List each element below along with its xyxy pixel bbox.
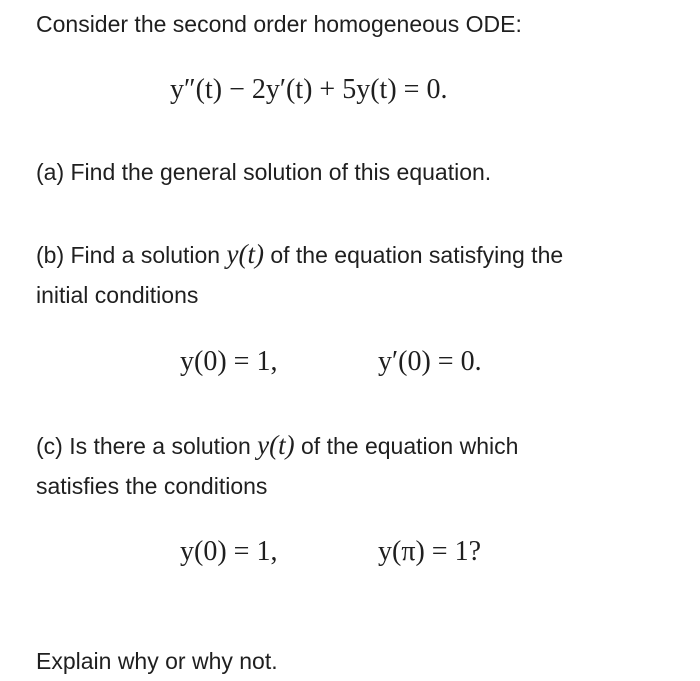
closing-text: Explain why or why not. [36, 648, 278, 674]
part-b-inline-math: y(t) [226, 239, 264, 269]
part-b-text-start: (b) Find a solution [36, 242, 227, 268]
ode-equation: y″(t) − 2y′(t) + 5y(t) = 0. [170, 74, 448, 105]
part-b-condition-1: y(0) = 1, [180, 346, 278, 377]
part-b-text-end: of the equation satisfying the [263, 242, 564, 268]
part-c-text-start: (c) Is there a solution [36, 433, 258, 459]
part-c-line-2: satisfies the conditions [36, 473, 268, 499]
part-b-condition-2: y′(0) = 0. [378, 346, 482, 377]
part-b-line-2: initial conditions [36, 282, 199, 308]
part-c-condition-1: y(0) = 1, [180, 536, 278, 567]
intro-text: Consider the second order homogeneous ODE: [36, 11, 522, 37]
part-c-line-1 [36, 425, 518, 466]
part-c-condition-2: y(π) = 1? [378, 536, 482, 567]
part-a-text: (a) Find the general solution of this equation. [36, 159, 492, 185]
part-b-line-1 [36, 234, 563, 275]
part-c-text-end: of the equation which [294, 433, 519, 459]
part-c-inline-math: y(t) [257, 430, 295, 460]
